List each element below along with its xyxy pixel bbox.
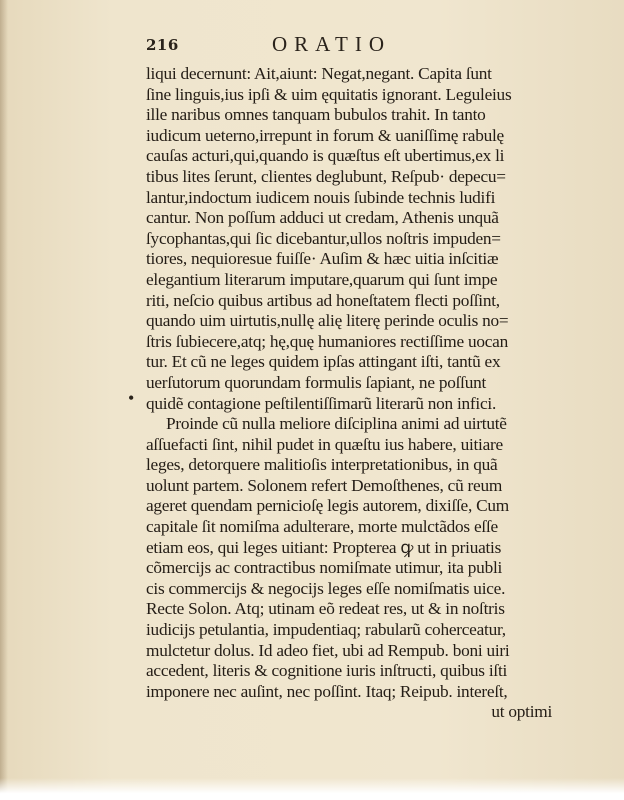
text-line: cantur. Non poſſum adduci ut credam, Athenis unquã (146, 208, 499, 228)
text-line: cauſas acturi,qui,quando is quæſtus eſt ubertimus,ex li (146, 146, 505, 166)
text-line: accedent, literis & cognitione iuris inſtructi, quibus iſti (146, 661, 508, 681)
text-line: aſſuefacti ſint, nihil pudet in quæſtu ius habere, uitiare (146, 434, 503, 454)
text-line: ſine linguis,ius ipſi & uim ęquitatis ignorant. Leguleius (146, 84, 512, 104)
page-number: 216 (146, 36, 179, 54)
catchword-line: ut optimi (491, 702, 552, 722)
text-line: ſycophantas,qui ſic dicebantur,ullos noſtris impuden= (146, 228, 501, 248)
text-line: quando uim uirtutis,nullę alię literę perinde oculis no= (146, 311, 509, 331)
text-line: etiam eos, qui leges uitiant: Propterea ꝙ ut in priuatis (146, 537, 502, 557)
text-line: elegantium literarum imputare,quarum qui ſunt impe (146, 269, 498, 289)
text-line: liqui decernunt: Ait,aiunt: Negat,negant. Capita ſunt (146, 64, 492, 83)
text-line: tur. Et cũ ne leges quidem ipſas attingant iſti, tantũ ex (146, 352, 501, 372)
text-line: cis commercijs & negocijs leges eſſe nomiſmatis uice. (146, 578, 506, 598)
text-line: ille naribus omnes tanquam bubulos trahit. In tanto (146, 105, 486, 125)
text-line: ſtris ſubiecere,atq; hę,quę humaniores rectiſſime uocan (146, 331, 508, 351)
text-line: tiores, nequioresue fuiſſe· Auſim & hæc uitia inſcitiæ (146, 249, 499, 269)
page-bottom-margin (0, 778, 624, 800)
body-text (146, 64, 574, 723)
text-line: iudicijs petulantia, impudentiaq; rabularũ coherceatur, (146, 620, 506, 640)
text-line: lantur,indoctum iudicem nouis ſubinde technis ludifi (146, 187, 496, 207)
text-line: uolunt partem. Solonem refert Demoſthenes, cũ reum (146, 475, 503, 495)
margin-mark: • (128, 388, 135, 408)
text-line: imponere nec auſint, nec poſſint. Itaq; Reipub. intereſt, (146, 681, 508, 701)
text-line: leges, detorquere malitioſis interpretationibus, in quã (146, 455, 498, 475)
text-line: tibus lites ſerunt, clientes deglubunt, Reſpub· depecu= (146, 166, 506, 186)
text-line: mulctetur dolus. Id adeo fiet, ubi ad Rempub. boni uiri (146, 640, 510, 660)
running-head: ORATIO (272, 32, 391, 56)
text-line: uerſutorum quorundam formulis ſapiant, ne poſſunt (146, 372, 487, 392)
page-edge-shadow (0, 0, 8, 800)
text-line: quidẽ contagione peſtilentiſſimarũ literarũ non infici. (146, 393, 497, 413)
text-line: iudicum ueterno,irrepunt in forum & uaniſſimę rabulę (146, 125, 504, 145)
paragraph-start-line: Proinde cũ nulla meliore diſciplina animi ad uirtutẽ (166, 414, 507, 434)
text-line: cõmercijs ac contractibus nomiſmate utimur, ita publi (146, 558, 503, 578)
text-line: Recte Solon. Atq; utinam eõ redeat res, ut & in noſtris (146, 599, 505, 619)
text-line: capitale ſit nomiſma adulterare, morte mulctãdos eſſe (146, 517, 498, 537)
text-line: ageret quendam pernicioſę legis autorem, dixiſſe, Cum (146, 496, 509, 516)
text-line: riti, neſcio quibus artibus ad honeſtatem flecti poſſint, (146, 290, 500, 310)
